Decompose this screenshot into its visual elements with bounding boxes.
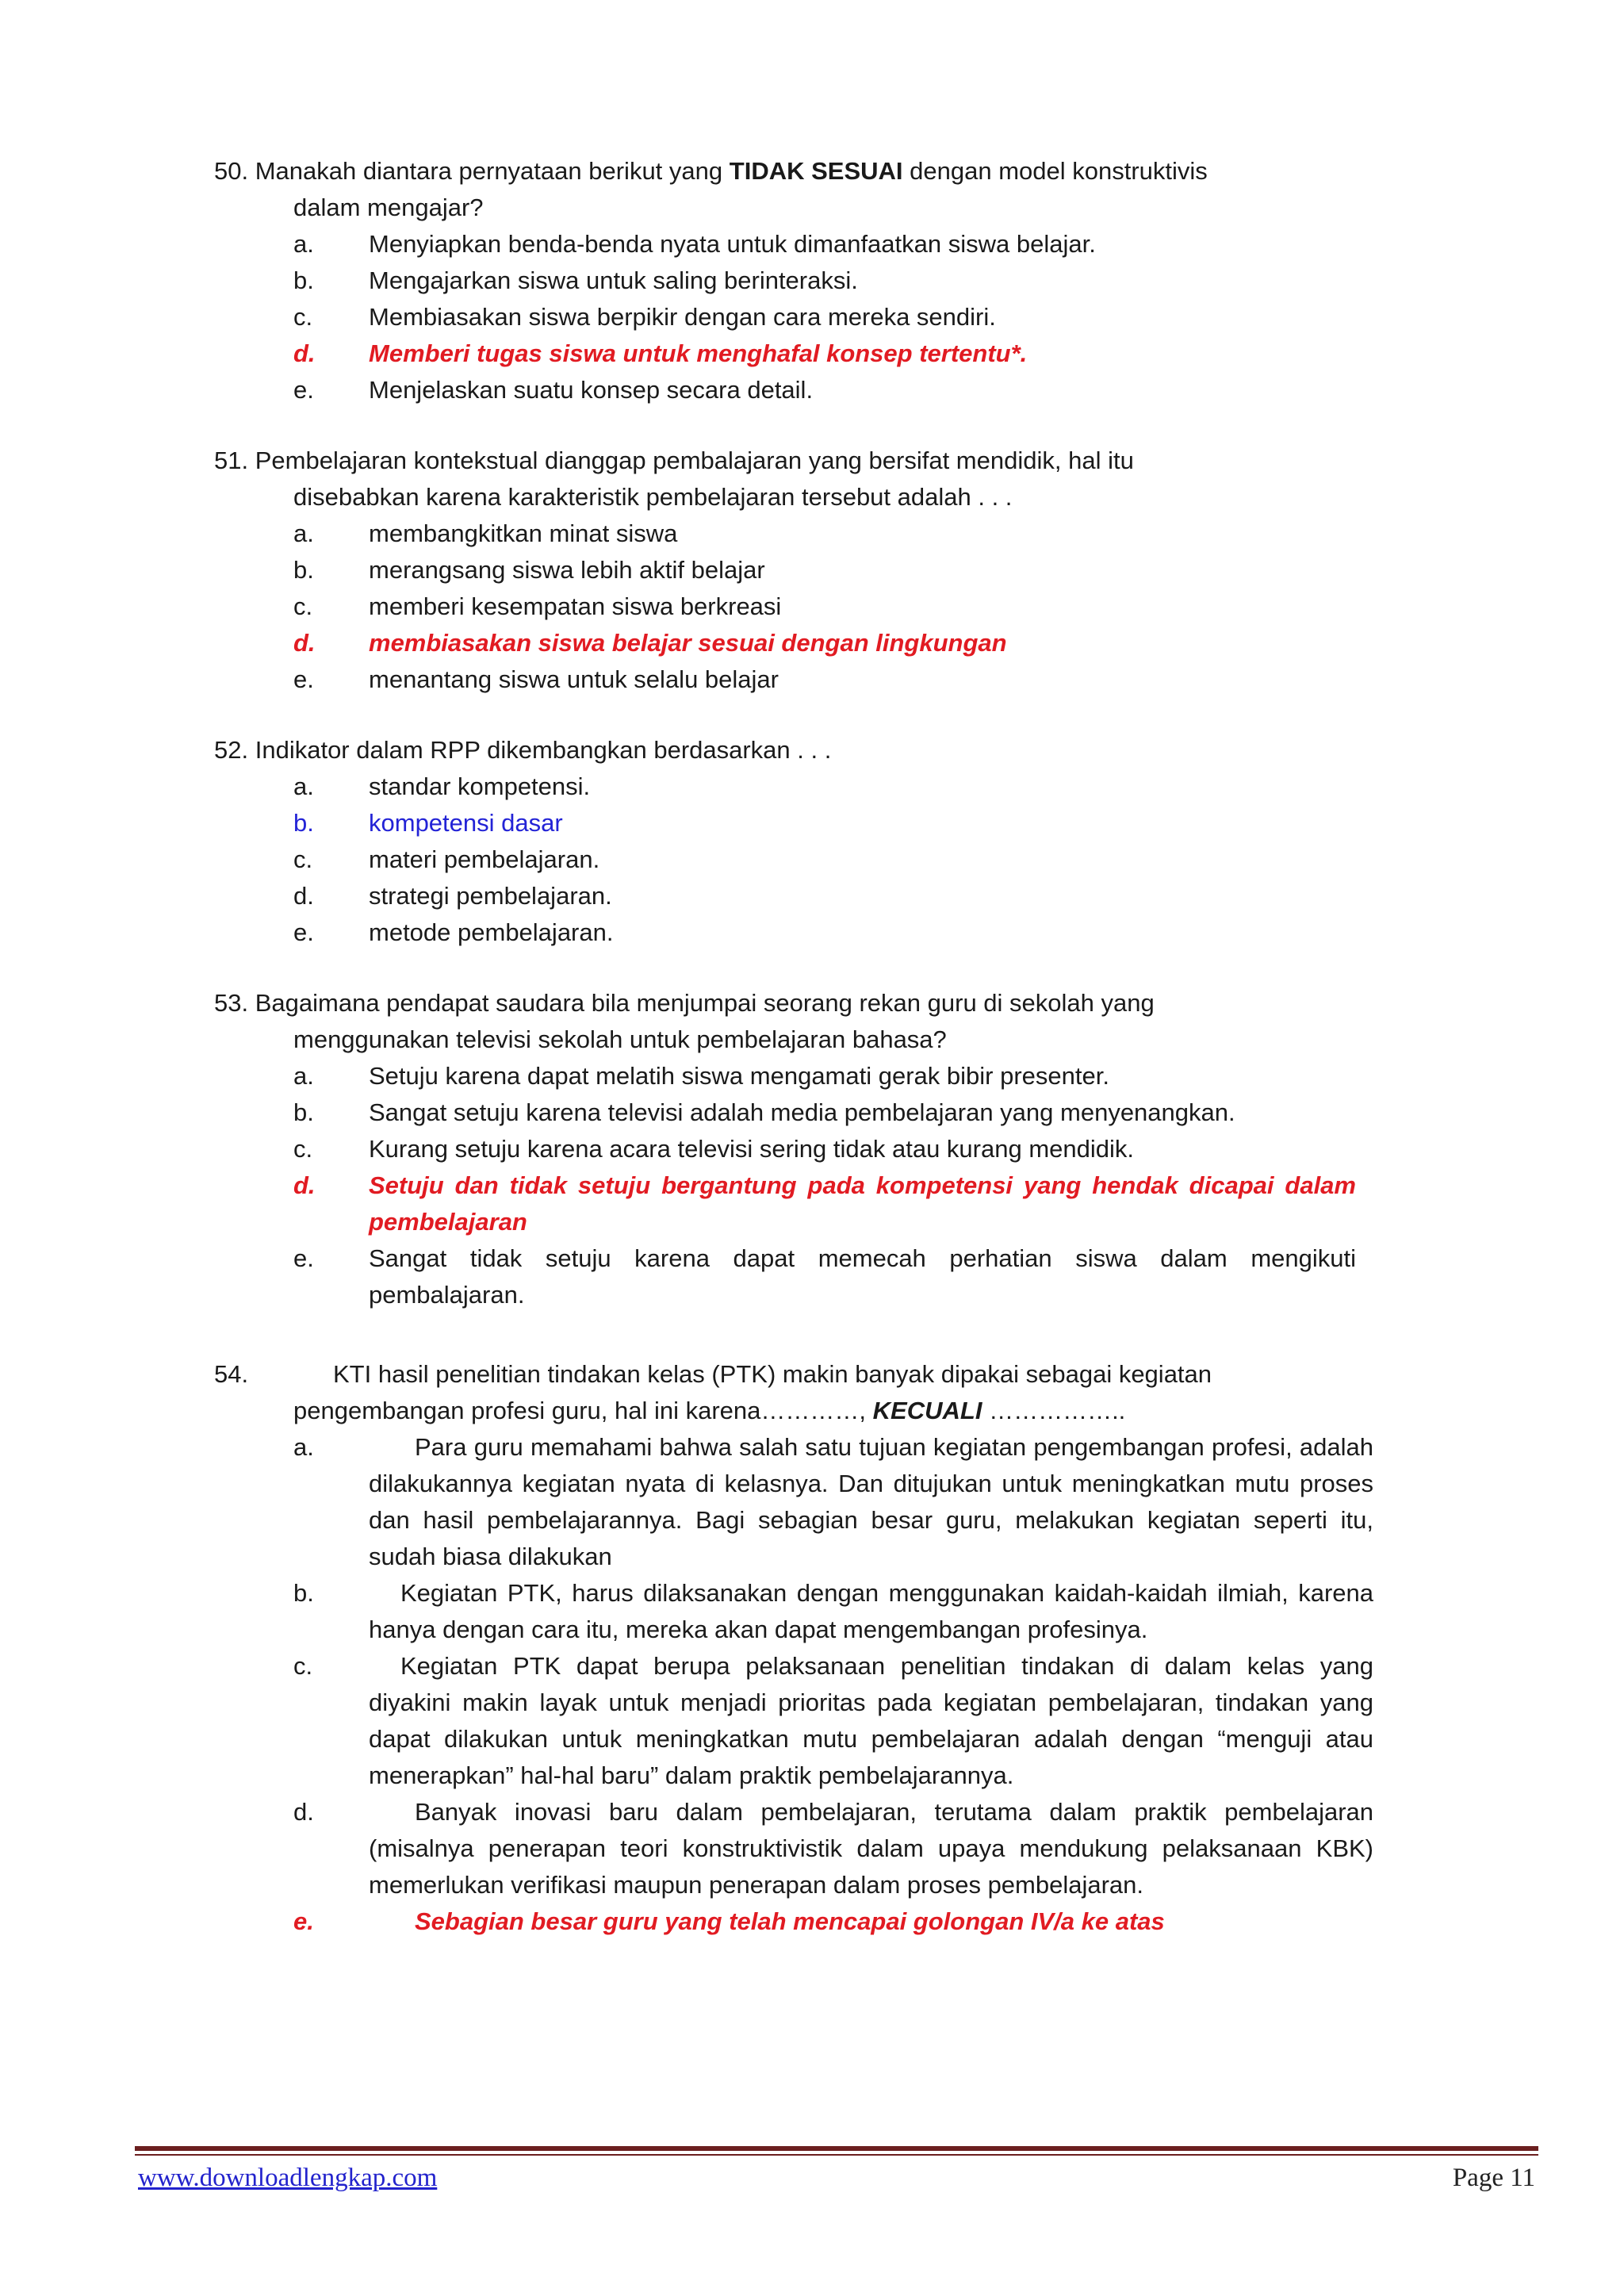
stem-continuation: dalam mengajar? [293,194,484,221]
option-text: metode pembelajaran. [369,918,614,946]
question-54 [214,1356,1373,1940]
stem-continuation: menggunakan televisi sekolah untuk pembelajaran bahasa? [293,1025,947,1053]
option-a [214,1429,1373,1575]
option-text: Menyiapkan benda-benda nyata untuk dimanfaatkan siswa belajar. [369,230,1096,258]
option-c [214,1648,1373,1794]
option-letter: b. [293,1098,314,1126]
stem-text: Manakah diantara pernyataan berikut yang [255,157,723,185]
option-text: Mengajarkan siswa untuk saling berinteraksi. [369,266,858,294]
option-b [214,263,1356,299]
option-text: Setuju dan tidak setuju bergantung pada kompetensi yang hendak dicapai dalam pembelajaran [369,1171,1356,1236]
option-text: materi pembelajaran. [369,845,600,873]
stem-continuation [214,1393,1373,1429]
option-b [214,1575,1373,1648]
option-text: Sangat tidak setuju karena dapat memecah perhatian siswa dalam mengikuti pembalajaran. [369,1244,1356,1309]
option-letter: c. [293,303,313,331]
option-letter: d. [293,629,316,657]
question-number: 51. [214,447,249,474]
stem-text: KTI hasil penelitian tindakan kelas (PTK) makin banyak dipakai sebagai kegiatan [333,1360,1212,1388]
option-d [214,1794,1373,1903]
option-letter: a. [293,1062,314,1090]
option-e [214,914,1356,951]
option-text: Menjelaskan suatu konsep secara detail. [369,376,814,404]
option-text: merangsang siswa lebih aktif belajar [369,556,765,584]
option-e [214,1240,1356,1313]
question-stem [214,732,1356,769]
stem-text: Indikator dalam RPP dikembangkan berdasarkan . . . [255,736,832,764]
footer-divider-thin [135,2154,1538,2156]
option-letter: a. [293,772,314,800]
stem-emphasis: KECUALI [872,1397,982,1424]
option-letter: e. [293,918,314,946]
option-text: Setuju karena dapat melatih siswa mengamati gerak bibir presenter. [369,1062,1109,1090]
option-letter: c. [293,1135,313,1163]
stem-text: Bagaimana pendapat saudara bila menjumpai seorang rekan guru di sekolah yang [255,989,1155,1017]
option-text: strategi pembelajaran. [369,882,612,910]
option-d-correct-answer [214,625,1356,661]
option-letter: e. [293,376,314,404]
option-letter: a. [293,1433,314,1461]
option-text: kompetensi dasar [369,809,563,837]
option-letter: b. [293,556,314,584]
option-letter: c. [293,592,313,620]
option-text: Kurang setuju karena acara televisi sering tidak atau kurang mendidik. [369,1135,1134,1163]
option-text: Membiasakan siswa berpikir dengan cara mereka sendiri. [369,303,996,331]
option-letter: d. [293,1798,314,1826]
option-c [214,1131,1365,1167]
question-number: 53. [214,989,249,1017]
option-text: Sangat setuju karena televisi adalah media pembelajaran yang menyenangkan. [369,1098,1235,1126]
option-b-correct-answer [214,805,1356,841]
option-text: Banyak inovasi baru dalam pembelajaran, terutama dalam praktik pembelajaran (misalnya penerapan teori konstruktivistik dalam upaya mendukung pelaksanaan KBK) memerlukan verifikasi maupun penerapan dalam proses pembelajaran. [369,1798,1373,1899]
option-letter: b. [293,809,314,837]
option-e [214,661,1356,698]
option-a [214,516,1356,552]
option-text: Kegiatan PTK dapat berupa pelaksanaan penelitian tindakan di dalam kelas yang diyakini makin layak untuk menjadi prioritas pada kegiatan pembelajaran, tindakan yang dapat dilakukan untuk meningkatkan mutu pembelajaran adalah dengan “menguji atau menerapkan” hal-hal baru” dalam praktik pembelajarannya. [369,1652,1373,1789]
question-stem [214,1356,1373,1429]
option-letter: d. [293,882,314,910]
option-letter: e. [293,665,314,693]
option-letter: e. [293,1244,314,1272]
question-stem [214,985,1365,1058]
stem-text: pengembangan profesi guru, hal ini karena…………, [293,1397,867,1424]
stem-continuation: disebabkan karena karakteristik pembelajaran tersebut adalah . . . [293,483,1013,511]
footer-website-link[interactable]: www.downloadlengkap.com [138,2164,438,2192]
option-text: Kegiatan PTK, harus dilaksanakan dengan menggunakan kaidah-kaidah ilmiah, karena hanya dengan cara itu, mereka akan dapat mengembangan profesinya. [369,1579,1373,1643]
option-a [214,1058,1365,1094]
option-d [214,878,1356,914]
question-number: 54. [214,1360,249,1388]
stem-text: Pembelajaran kontekstual dianggap pembalajaran yang bersifat mendidik, hal itu [255,447,1134,474]
option-b [214,1094,1365,1131]
option-letter: c. [293,845,313,873]
option-d-correct-answer [214,1167,1356,1240]
option-text: standar kompetensi. [369,772,591,800]
option-letter: d. [293,339,316,367]
option-letter: b. [293,266,314,294]
footer-divider-thick [135,2146,1538,2151]
question-stem [214,153,1356,226]
question-number: 52. [214,736,249,764]
option-d-correct-answer [214,335,1356,372]
option-a [214,226,1356,263]
option-text: membiasakan siswa belajar sesuai dengan lingkungan [369,629,1007,657]
option-c [214,841,1356,878]
question-52 [214,732,1356,951]
question-stem [214,443,1356,516]
option-letter: c. [293,1652,313,1680]
option-text: Memberi tugas siswa untuk menghafal konsep tertentu*. [369,339,1028,367]
option-a [214,769,1356,805]
option-text: menantang siswa untuk selalu belajar [369,665,779,693]
question-51 [214,443,1356,698]
option-text: membangkitkan minat siswa [369,519,678,547]
option-letter: e. [293,1907,314,1935]
option-b [214,552,1356,588]
stem-text: …………….. [989,1397,1126,1424]
option-text: memberi kesempatan siswa berkreasi [369,592,782,620]
option-c [214,588,1356,625]
question-50 [214,153,1356,408]
option-letter: d. [293,1171,316,1199]
option-letter: a. [293,519,314,547]
option-e [214,372,1356,408]
option-c [214,299,1356,335]
question-number: 50. [214,157,249,185]
stem-emphasis: TIDAK SESUAI [729,157,903,185]
stem-text: dengan model konstruktivis [910,157,1208,185]
option-letter: a. [293,230,314,258]
footer-page-number: Page 11 [1452,2164,1535,2192]
option-e-correct-answer [214,1903,1373,1940]
option-text: Sebagian besar guru yang telah mencapai golongan IV/a ke atas [415,1907,1165,1935]
option-letter: b. [293,1579,314,1607]
option-text: Para guru memahami bahwa salah satu tujuan kegiatan pengembangan profesi, adalah dilakukannya kegiatan nyata di kelasnya. Dan ditujukan untuk meningkatkan mutu proses dan hasil pembelajarannya. Bagi sebagian besar guru, melakukan kegiatan seperti itu, sudah biasa dilakukan [369,1433,1373,1570]
question-53 [214,985,1365,1313]
